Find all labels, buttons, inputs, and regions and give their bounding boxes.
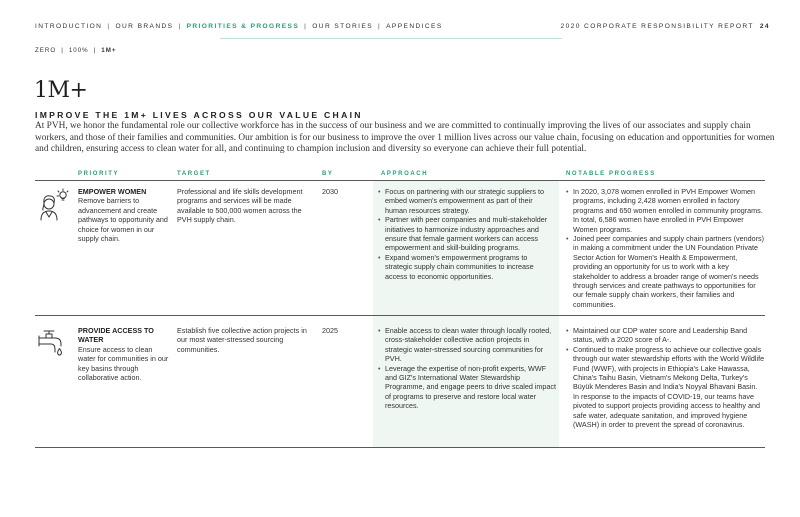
page-number: 24 [759, 23, 770, 30]
nav-separator: | [107, 23, 111, 30]
table-row [35, 316, 765, 447]
target-cell: Establish five collective action projects in our most water-stressed sourcing communities. [177, 326, 307, 354]
section-heading: IMPROVE THE 1M+ LIVES ACROSS OUR VALUE CHAIN [35, 110, 363, 120]
nav-separator: | [178, 23, 182, 30]
col-header-by: BY [322, 171, 334, 177]
woman-idea-icon [35, 187, 69, 221]
priority-cell [78, 187, 170, 243]
col-header-target: TARGET [177, 171, 211, 177]
report-title: 2020 CORPORATE RESPONSIBILITY REPORT [560, 23, 754, 30]
approach-list [378, 187, 556, 281]
intro-paragraph: At PVH, we honor the fundamental role our collective workforce has in the success of our business and we are committed to continually improving the lives of our associates and supply chain workers, and those of their families and communities. Our ambition is for our business to improve the over 1 million lives across our value chain, focusing on education and opportunities for women and children, ensuring access to clean water for all, and continuing to champion inclusion and diversity so everyone can achieve their full potential. [35, 121, 775, 155]
table-bottom-rule [35, 447, 765, 448]
approach-item: • Expand women's empowerment programs to strategic supply chain communities to increase access to economic opportunities. [378, 253, 556, 281]
priority-title: EMPOWER WOMEN [78, 187, 147, 196]
nav-separator: | [304, 23, 308, 30]
water-tap-icon [35, 322, 69, 356]
subnav-separator: | [61, 47, 64, 54]
nav-separator: | [378, 23, 382, 30]
subnav-zero[interactable]: ZERO [35, 47, 57, 54]
approach-item: • Enable access to clean water through locally rooted, cross-stakeholder collective action projects in strategic water-stressed sourcing communities for PVH. [378, 326, 556, 364]
approach-item: • Leverage the expertise of non-profit experts, WWF and GIZ's International Water Stewardship Programme, and engage peers to drive scaled impact of programs to preserve and restore local water resources. [378, 364, 556, 411]
priority-cell [78, 326, 170, 382]
table-row [35, 181, 765, 315]
subnav-separator: | [93, 47, 97, 54]
progress-list [566, 326, 765, 429]
nav-appendices[interactable]: APPENDICES [386, 23, 443, 30]
by-year: 2030 [322, 187, 338, 196]
col-header-approach: APPROACH [381, 171, 429, 177]
nav-items [35, 23, 443, 30]
by-year: 2025 [322, 326, 338, 335]
target-cell: Professional and life skills development programs and services will be made available to 500,000 women across the PVH supply chain. [177, 187, 303, 225]
approach-list [378, 326, 556, 411]
col-header-notable-progress: NOTABLE PROGRESS [566, 171, 656, 177]
sub-nav [35, 47, 116, 54]
subnav-100[interactable]: 100% [68, 47, 89, 54]
priority-description: Remove barriers to advancement and create pathways to opportunity and choice for women in our supply chain. [78, 196, 168, 244]
priority-description: Ensure access to clean water for communities in our key basins through collaborative action. [78, 344, 169, 383]
nav-priorities-progress[interactable]: PRIORITIES & PROGRESS [186, 23, 300, 30]
progress-item: • Maintained our CDP water score and Leadership Band status, with a 2020 score of A-. [566, 326, 765, 345]
col-header-priority: PRIORITY [78, 171, 120, 177]
approach-item: • Focus on partnering with our strategic suppliers to embed women's empowerment as part of their human resources strategy. [378, 187, 556, 215]
report-header [561, 23, 770, 30]
priority-title: PROVIDE ACCESS TO WATER [78, 326, 154, 345]
nav-our-stories[interactable]: OUR STORIES [312, 23, 373, 30]
nav-our-brands[interactable]: OUR BRANDS [115, 23, 174, 30]
top-nav [35, 23, 770, 35]
nav-introduction[interactable]: INTRODUCTION [35, 23, 103, 30]
nav-active-underline [220, 38, 562, 39]
progress-item: • In 2020, 3,078 women enrolled in PVH Empower Women programs, including 2,428 women enrolled in factory programs and 650 women enrolled in community programs. In total, 6,586 women have enrolled in PVH Empower Women programs. [566, 187, 765, 234]
progress-item: • Continued to make progress to achieve our collective goals through our water stewardship efforts with the World Wildlife Fund (WWF), with projects in Ethiopia's Lake Hawassa, China's Taihu Basin, Vietnam's Mekong Delta, Turkey's Büyük Menderes Basin and India's Noyyal Bhavani Basin. In response to the impacts of COVID-19, our teams have pivoted to support projects providing access to healthy and safe water, adequate sanitation, and improved hygiene (WASH) in order to prevent the spread of coronavirus. [566, 345, 765, 430]
page-title: 1M+ [34, 78, 88, 103]
progress-item: • Joined peer companies and supply chain partners (vendors) in making a commitment under the UN Foundation Private Sector Action for Women's Health & Empowerment, providing an opportunity for us to work with a key stakeholder to address a broader range of women's needs through services and create pathways to opportunities for our female supply chain workers, their families and communities. [566, 234, 765, 309]
approach-item: • Partner with peer companies and multi-stakeholder initiatives to harmonize industry approaches and ensure that female garment workers can access empowerment and skill-building programs. [378, 215, 556, 253]
progress-list [566, 187, 765, 309]
subnav-1m[interactable]: 1M+ [101, 47, 117, 54]
